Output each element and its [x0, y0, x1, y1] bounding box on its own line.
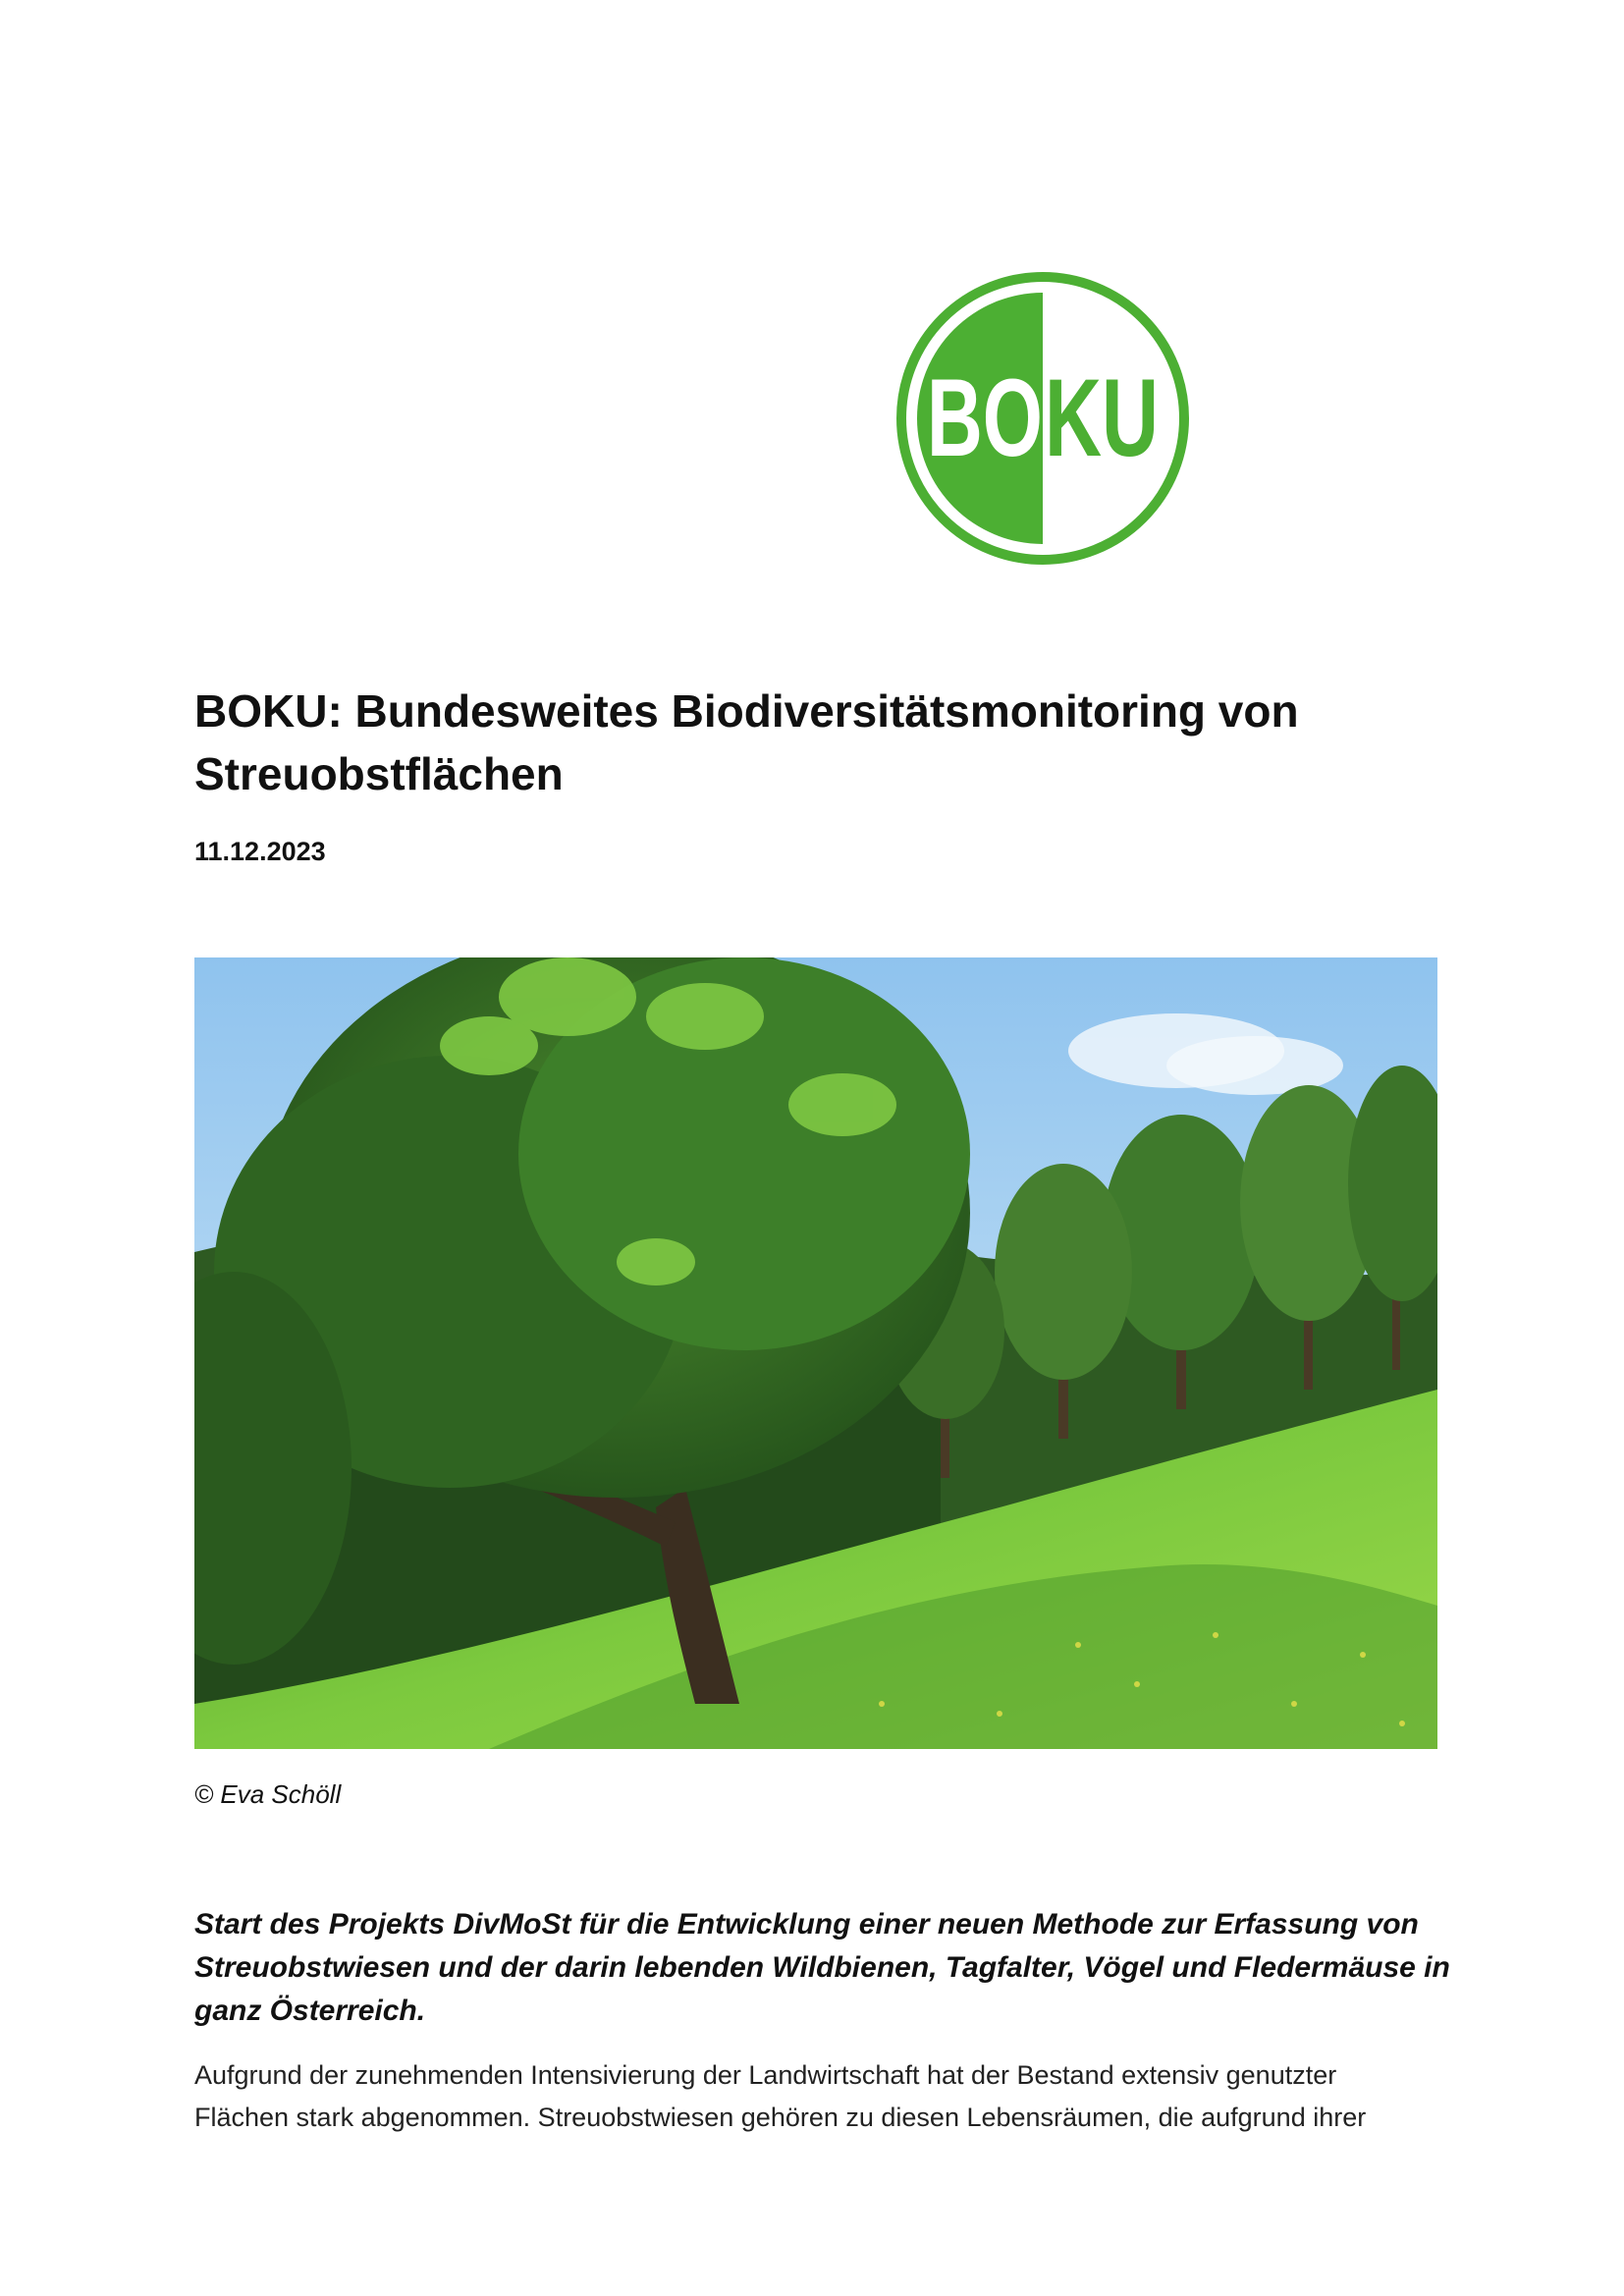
article-body: [194, 2054, 1441, 2139]
article-lead-line-1: Start des Projekts DivMoSt für die Entwicklung einer neuen Methode zur Erfassung von: [194, 1908, 1419, 1941]
article-title: [194, 680, 1432, 805]
logo-text-right: KU: [1045, 356, 1159, 479]
boku-logo-graphic: [895, 271, 1190, 566]
orchard-photo-illustration: [194, 957, 1437, 1749]
orchard-photo: [194, 957, 1437, 1749]
article-lead: [194, 1903, 1450, 2033]
article-lead-line-3: ganz Österreich.: [194, 1995, 426, 2027]
article-title-line-1: BOKU: Bundesweites Biodiversitätsmonitoring von: [194, 685, 1299, 737]
logo-text-left: BO: [927, 356, 1043, 479]
article-title-line-2: Streuobstflächen: [194, 748, 564, 799]
article-body-line-1: Aufgrund der zunehmenden Intensivierung der Landwirtschaft hat der Bestand extensiv genutzter: [194, 2060, 1337, 2090]
article-lead-line-2: Streuobstwiesen und der darin lebenden Wildbienen, Tagfalter, Vögel und Fledermäuse in: [194, 1951, 1450, 1984]
image-credit: © Eva Schöll: [194, 1779, 342, 1809]
boku-logo: [895, 271, 1190, 566]
article-date: 11.12.2023: [194, 837, 326, 866]
article-body-line-2: Flächen stark abgenommen. Streuobstwiesen gehören zu diesen Lebensräumen, die aufgrund ihrer: [194, 2103, 1367, 2132]
